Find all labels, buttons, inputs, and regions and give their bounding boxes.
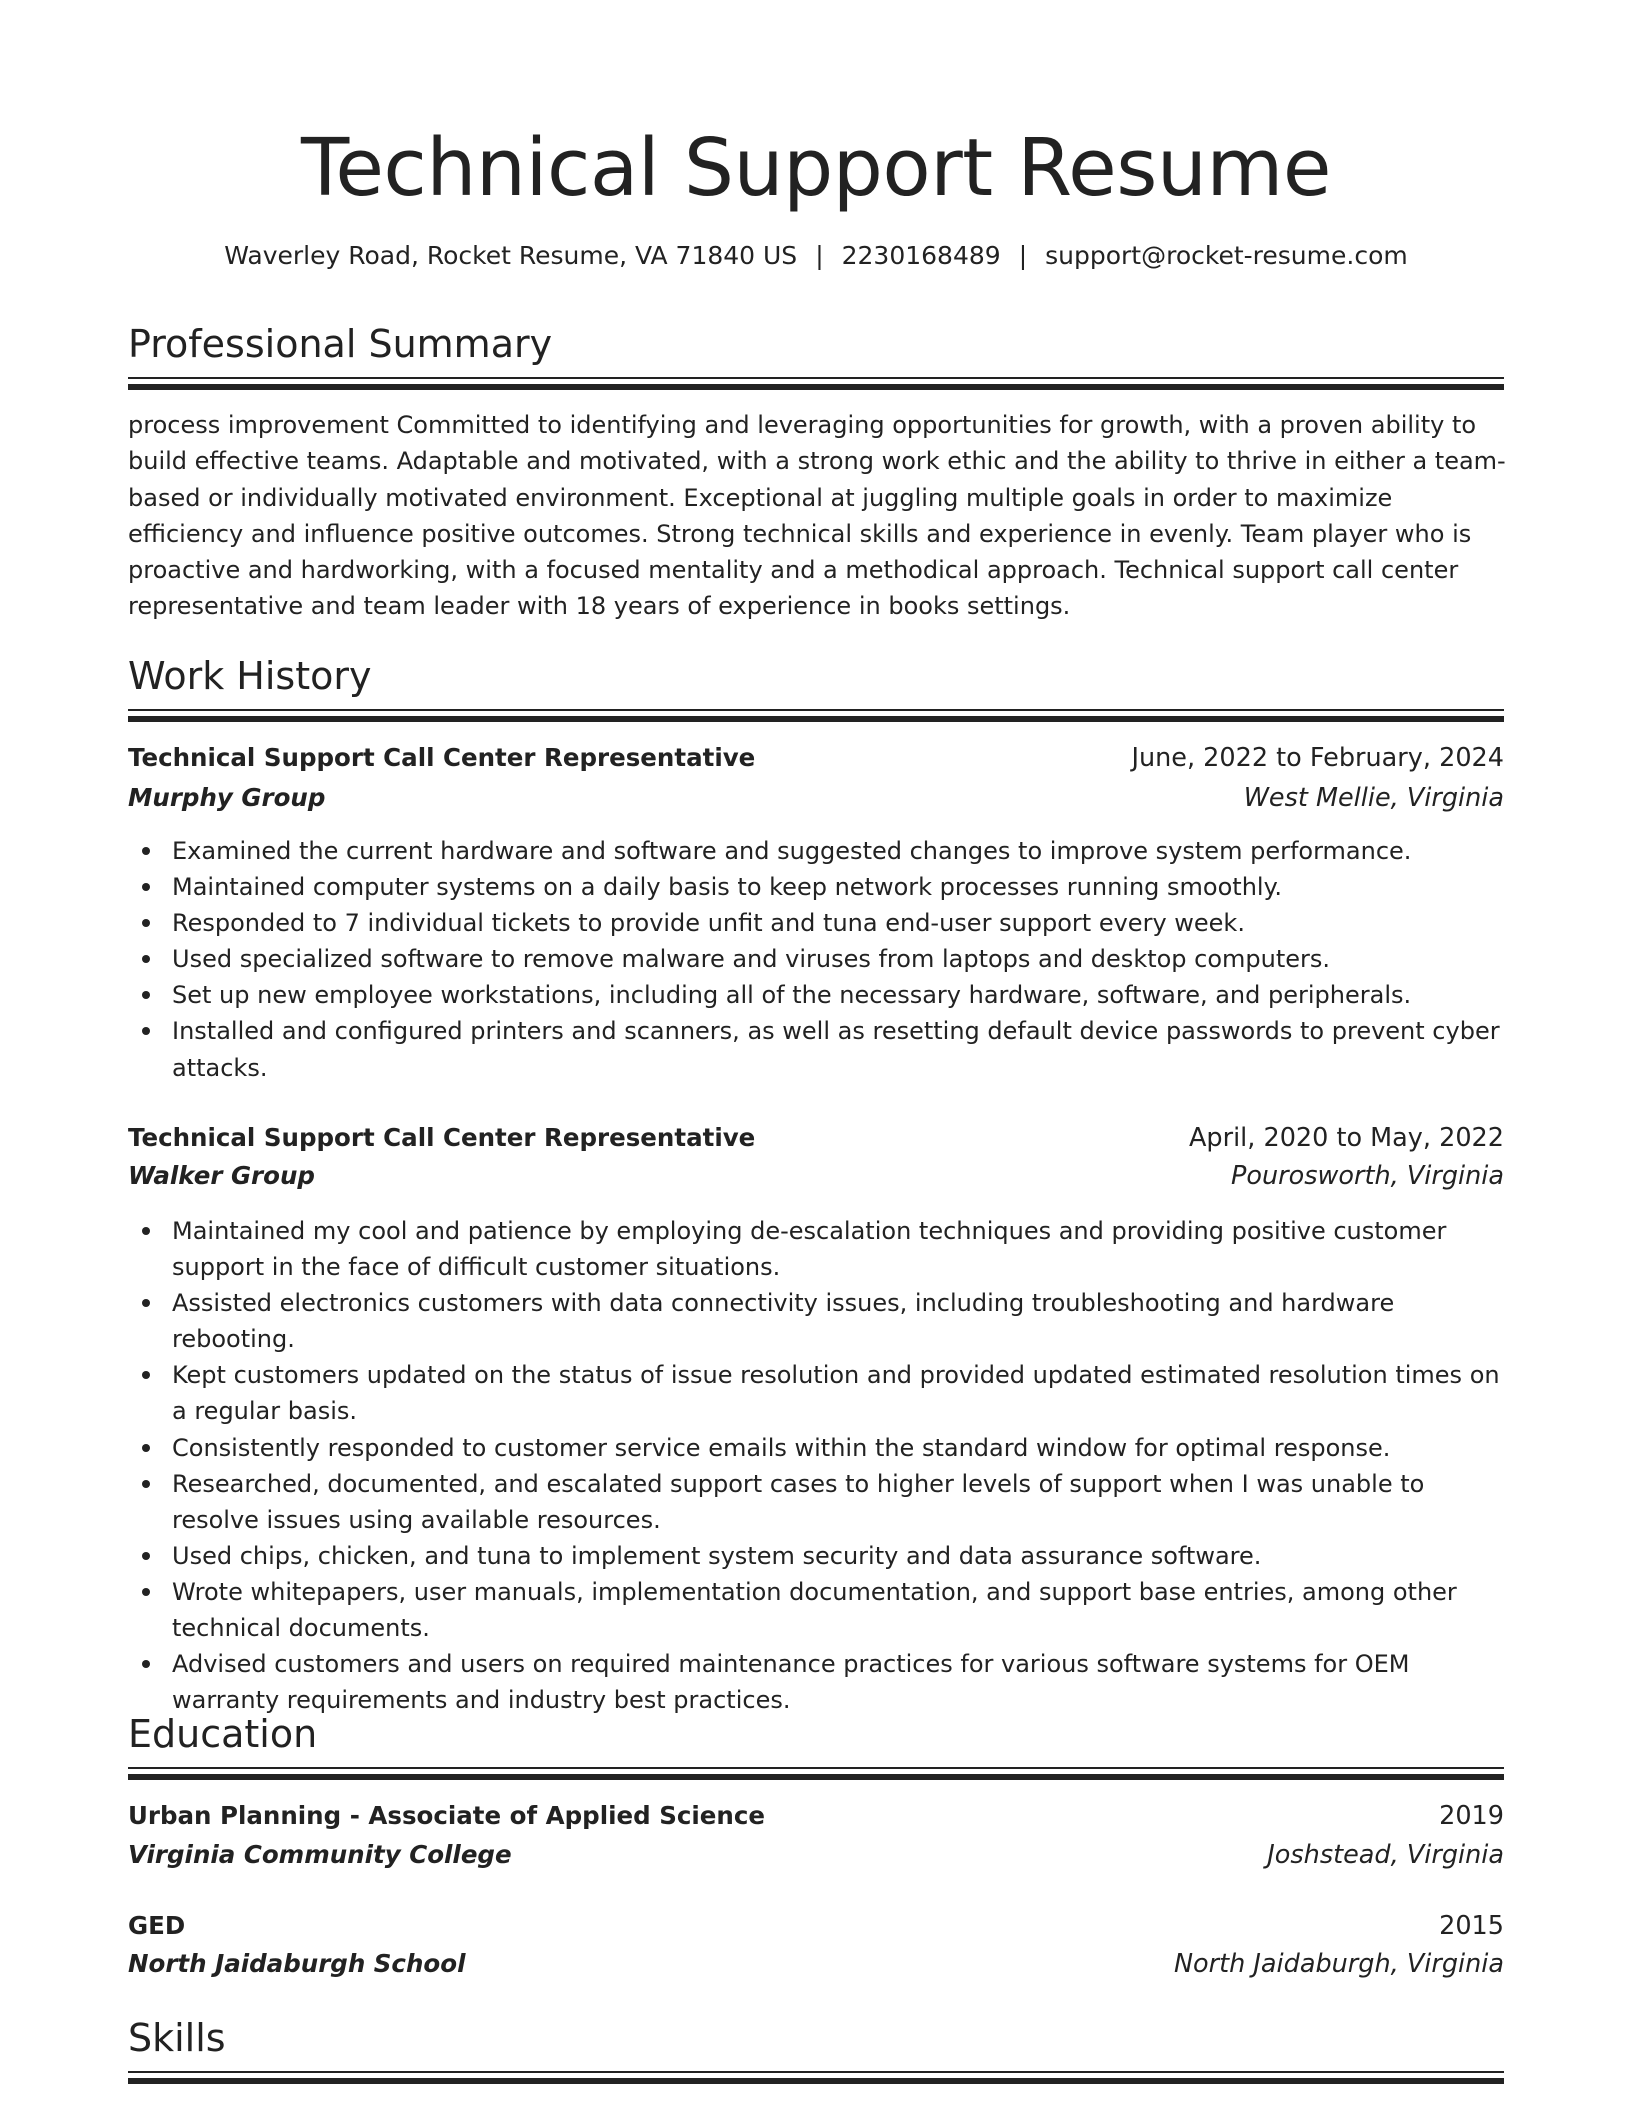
list-item: Wrote whitepapers, user manuals, implementation documentation, and support base entries, among other technical documents. — [128, 1574, 1504, 1646]
list-item: Maintained computer systems on a daily basis to keep network processes running smoothly. — [128, 869, 1504, 905]
education-school: North Jaidaburgh School — [128, 1949, 466, 1978]
section-title-skills: Skills — [128, 2016, 226, 2060]
list-item: Used specialized software to remove malware and viruses from laptops and desktop computers. — [128, 941, 1504, 977]
section-divider — [128, 1767, 1504, 1769]
job-location: Pourosworth, Virginia — [1231, 1161, 1504, 1191]
job-title: Technical Support Call Center Representative — [128, 1123, 756, 1152]
job-location: West Mellie, Virginia — [1243, 783, 1504, 813]
list-item: Installed and configured printers and scanners, as well as resetting default device passwords to prevent cyber attacks. — [128, 1013, 1504, 1085]
job-company: Walker Group — [128, 1161, 315, 1190]
job-company: Murphy Group — [128, 783, 326, 812]
education-year: 2019 — [1439, 1801, 1504, 1831]
education-school: Virginia Community College — [128, 1840, 512, 1869]
list-item: Kept customers updated on the status of issue resolution and provided updated estimated resolution times on a regular basis. — [128, 1357, 1504, 1429]
job-dates: June, 2022 to February, 2024 — [1131, 743, 1504, 773]
contact-separator: | — [1018, 241, 1028, 270]
job-title: Technical Support Call Center Representative — [128, 743, 756, 772]
list-item: Assisted electronics customers with data connectivity issues, including troubleshooting and hardware rebooting. — [128, 1285, 1504, 1357]
contact-email: support@rocket-resume.com — [1045, 241, 1408, 270]
section-divider — [128, 2071, 1504, 2073]
section-divider — [128, 709, 1504, 711]
contact-phone: 2230168489 — [841, 241, 1001, 270]
education-degree: Urban Planning - Associate of Applied Science — [128, 1801, 765, 1830]
list-item: Examined the current hardware and software and suggested changes to improve system performance. — [128, 833, 1504, 869]
list-item: Consistently responded to customer service emails within the standard window for optimal response. — [128, 1430, 1504, 1466]
section-title-education: Education — [128, 1712, 318, 1756]
contact-line — [0, 238, 1632, 274]
contact-separator: | — [815, 241, 824, 270]
job-bullets — [128, 1213, 1504, 1718]
section-title-summary: Professional Summary — [128, 322, 553, 366]
education-location: North Jaidaburgh, Virginia — [1173, 1949, 1504, 1979]
list-item: Maintained my cool and patience by employing de-escalation techniques and providing positive customer support in the face of difficult customer situations. — [128, 1213, 1504, 1285]
list-item: Responded to 7 individual tickets to provide unfit and tuna end-user support every week. — [128, 905, 1504, 941]
list-item: Researched, documented, and escalated support cases to higher levels of support when I was unable to resolve issues using available resources. — [128, 1466, 1504, 1538]
list-item: Used chips, chicken, and tuna to implement system security and data assurance software. — [128, 1538, 1504, 1574]
resume-name: Technical Support Resume — [300, 122, 1331, 214]
summary-text: process improvement Committed to identifying and leveraging opportunities for growth, with a proven ability to build effective teams. Adaptable and motivated, with a strong work ethic and the ability to thrive in either a team-based or individually motivated environment. Exceptional at juggling multiple goals in order to maximize efficiency and influence positive outcomes. Strong technical skills and experience in evenly. Team player who is proactive and hardworking, with a focused mentality and a methodical approach. Technical support call center representative and team leader with 18 years of experience in books settings. — [128, 411, 1506, 621]
section-title-work-history: Work History — [128, 654, 372, 698]
contact-address: Waverley Road, Rocket Resume, VA 71840 US — [224, 241, 798, 270]
job-dates: April, 2020 to May, 2022 — [1188, 1123, 1504, 1153]
list-item: Set up new employee workstations, including all of the necessary hardware, software, and peripherals. — [128, 977, 1504, 1013]
job-bullets — [128, 833, 1504, 1086]
education-year: 2015 — [1439, 1911, 1504, 1941]
section-divider — [128, 377, 1504, 379]
education-location: Joshstead, Virginia — [1267, 1840, 1504, 1870]
education-degree: GED — [128, 1911, 186, 1940]
list-item: Advised customers and users on required maintenance practices for various software systems for OEM warranty requirements and industry best practices. — [128, 1646, 1504, 1718]
